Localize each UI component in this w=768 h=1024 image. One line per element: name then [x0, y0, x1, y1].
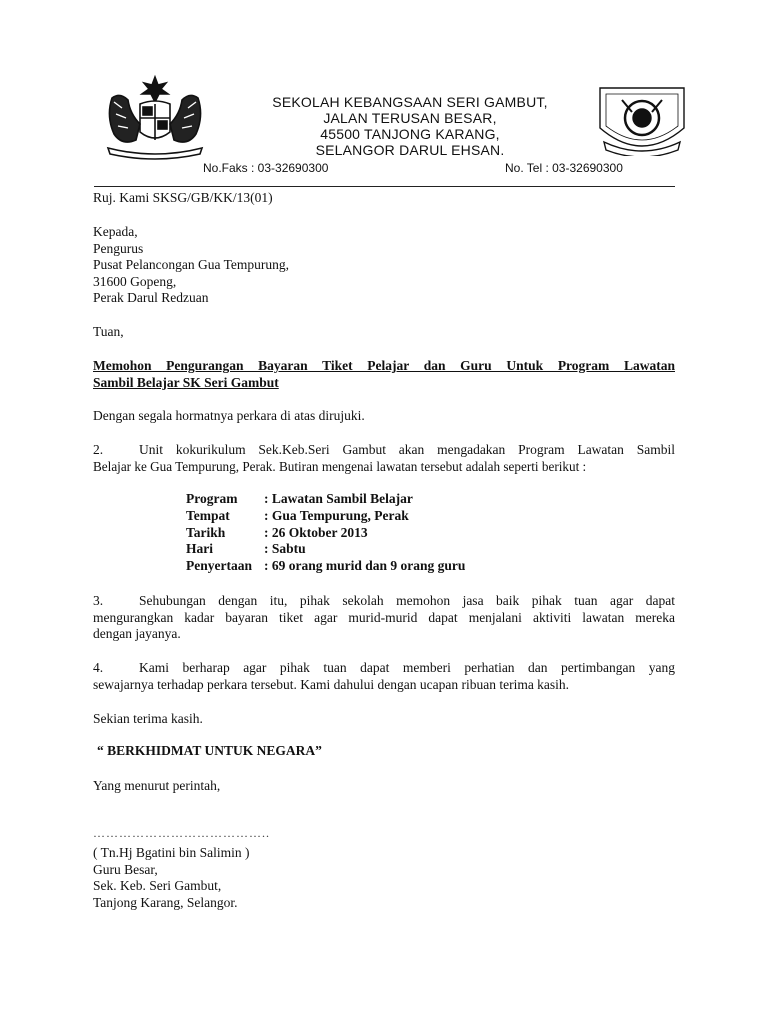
detail-row-hari — [186, 541, 465, 558]
trip-details — [186, 491, 465, 575]
detail-value: : Sabtu — [264, 541, 306, 557]
address-line-3: SELANGOR DARUL EHSAN. — [315, 142, 505, 158]
detail-label: Tempat — [186, 507, 230, 523]
detail-row-penyertaan — [186, 558, 465, 575]
recipient-line-1: Pengurus — [93, 240, 144, 256]
detail-label: Hari — [186, 541, 213, 557]
address-line-1: JALAN TERUSAN BESAR, — [323, 110, 497, 126]
detail-row-tempat — [186, 508, 465, 525]
subject-line-1: Memohon Pengurangan Bayaran Tiket Pelajar dan Guru Untuk Program Lawatan — [93, 358, 675, 373]
paragraph-4-line-2: sewajarnya terhadap perkara tersebut. Kami dahului dengan ucapan ribuan terima kasih. — [93, 676, 570, 692]
header-divider — [94, 186, 675, 187]
subject-line-2: Sambil Belajar SK Seri Gambut — [93, 374, 279, 390]
paragraph-3-number: 3. — [93, 593, 104, 608]
signature-block — [93, 845, 250, 911]
detail-label: Penyertaan — [186, 558, 252, 574]
paragraph-2 — [93, 442, 675, 475]
detail-row-program — [186, 491, 465, 508]
detail-value: : 69 orang murid dan 9 orang guru — [264, 558, 466, 574]
detail-row-tarikh — [186, 525, 465, 542]
paragraph-3 — [93, 593, 675, 643]
letterhead-block — [200, 94, 620, 158]
school-name: SEKOLAH KEBANGSAAN SERI GAMBUT, — [272, 94, 548, 110]
letter-subject — [93, 358, 675, 391]
salutation: Tuan, — [93, 324, 124, 339]
signatory-title: Guru Besar, — [93, 861, 158, 877]
paragraph-3-line-1: Sehubungan dengan itu, pihak sekolah memohon jasa baik pihak tuan agar dapat — [139, 593, 675, 608]
coat-of-arms-emblem — [100, 74, 210, 160]
detail-value: : Lawatan Sambil Belajar — [264, 491, 413, 506]
motto: “ BERKHIDMAT UNTUK NEGARA” — [97, 743, 322, 758]
reference-number: Ruj. Kami SKSG/GB/KK/13(01) — [93, 190, 273, 205]
paragraph-2-line-2: Belajar ke Gua Tempurung, Perak. Butiran mengenai lawatan tersebut adalah seperti berikut : — [93, 458, 587, 474]
paragraph-2-number: 2. — [93, 442, 104, 457]
recipient-block — [93, 224, 289, 307]
recipient-line-4: Perak Darul Redzuan — [93, 290, 209, 305]
signatory-place: Tanjong Karang, Selangor. — [93, 894, 238, 910]
paragraph-4-line-1: Kami berharap agar pihak tuan dapat memberi perhatian dan pertimbangan yang — [139, 660, 675, 675]
paragraph-3-line-3: dengan jayanya. — [93, 626, 181, 641]
closing-line: Sekian terima kasih. — [93, 711, 203, 726]
yours-faithfully: Yang menurut perintah, — [93, 778, 221, 793]
telephone-number: No. Tel : 03-32690300 — [505, 161, 623, 175]
detail-label: Tarikh — [186, 524, 226, 540]
detail-value: : 26 Oktober 2013 — [264, 524, 368, 540]
paragraph-3-line-2: mengurangkan kadar bayaran tiket agar murid-murid dapat menjalani aktiviti lawatan mereka — [93, 609, 675, 625]
detail-value: : Gua Tempurung, Perak — [264, 507, 409, 523]
signatory-school: Sek. Keb. Seri Gambut, — [93, 878, 222, 893]
recipient-line-2: Pusat Pelancongan Gua Tempurung, — [93, 257, 290, 272]
signature-dotted-line: ………………………………….. — [93, 826, 270, 840]
opening-line: Dengan segala hormatnya perkara di atas dirujuki. — [93, 408, 365, 423]
signatory-name: ( Tn.Hj Bgatini bin Salimin ) — [93, 845, 250, 860]
address-line-2: 45500 TANJONG KARANG, — [320, 126, 500, 142]
fax-number: No.Faks : 03-32690300 — [203, 161, 329, 175]
paragraph-4 — [93, 660, 675, 693]
recipient-line-3: 31600 Gopeng, — [93, 273, 177, 289]
paragraph-2-line-1: Unit kokurikulum Sek.Keb.Seri Gambut akan mengadakan Program Lawatan Sambil — [139, 442, 675, 457]
detail-label: Program — [186, 491, 238, 506]
paragraph-4-number: 4. — [93, 660, 104, 675]
recipient-to: Kepada, — [93, 224, 138, 239]
